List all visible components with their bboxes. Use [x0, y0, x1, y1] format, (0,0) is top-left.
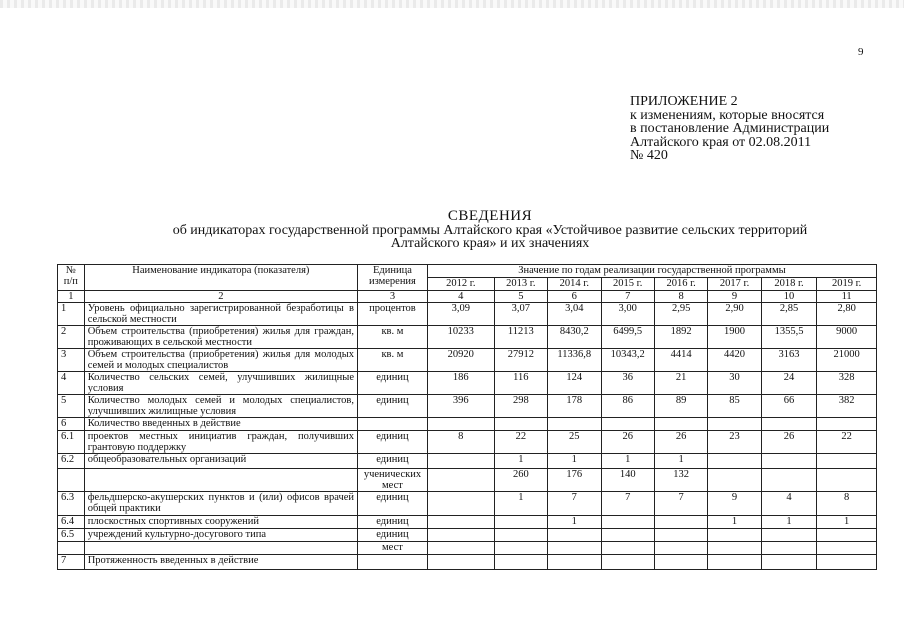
row-number: 5	[58, 395, 85, 418]
indicator-name: Объем строительства (приобретения) жилья для граждан, проживающих в сельской местности	[84, 326, 357, 349]
page-number: 9	[858, 46, 864, 58]
value-cell: 140	[601, 469, 654, 492]
value-cell	[817, 542, 877, 555]
value-cell: 1	[494, 454, 547, 469]
row-number: 2	[58, 326, 85, 349]
col-number: 7	[601, 291, 654, 303]
row-number	[58, 542, 85, 555]
value-cell	[494, 555, 547, 570]
year-2013: 2013 г.	[494, 278, 547, 291]
col-number: 5	[494, 291, 547, 303]
table-row	[58, 542, 877, 555]
value-cell	[548, 529, 601, 542]
value-cell: 3,04	[548, 303, 601, 326]
row-number: 6.4	[58, 516, 85, 529]
value-cell: 4414	[654, 349, 707, 372]
indicator-name: Количество введенных в действие	[84, 418, 357, 431]
value-cell: 328	[817, 372, 877, 395]
header-unit: Единица измерения	[358, 265, 428, 291]
value-cell	[427, 492, 494, 516]
value-cell: 3,09	[427, 303, 494, 326]
row-number: 1	[58, 303, 85, 326]
value-cell	[548, 542, 601, 555]
indicator-name	[84, 542, 357, 555]
value-cell: 8430,2	[548, 326, 601, 349]
value-cell	[817, 529, 877, 542]
header-row-top	[58, 265, 877, 278]
indicator-name: Уровень официально зарегистрированной безработицы в сельской местности	[84, 303, 357, 326]
row-number	[58, 469, 85, 492]
value-cell: 178	[548, 395, 601, 418]
unit-cell: единиц	[358, 492, 428, 516]
col-number: 9	[708, 291, 761, 303]
value-cell: 116	[494, 372, 547, 395]
unit-cell	[358, 555, 428, 570]
document-title	[40, 210, 904, 251]
table-row	[58, 349, 877, 372]
year-2019: 2019 г.	[817, 278, 877, 291]
value-cell: 24	[761, 372, 816, 395]
value-cell	[708, 418, 761, 431]
value-cell: 25	[548, 431, 601, 454]
value-cell: 260	[494, 469, 547, 492]
table-row	[58, 372, 877, 395]
table-row	[58, 516, 877, 529]
value-cell	[817, 454, 877, 469]
value-cell: 1	[654, 454, 707, 469]
year-2012: 2012 г.	[427, 278, 494, 291]
year-2015: 2015 г.	[601, 278, 654, 291]
value-cell	[494, 418, 547, 431]
col-number: 3	[358, 291, 428, 303]
value-cell: 3163	[761, 349, 816, 372]
value-cell: 7	[548, 492, 601, 516]
value-cell: 10343,2	[601, 349, 654, 372]
value-cell	[494, 542, 547, 555]
indicator-name: проектов местных инициатив граждан, получивших грантовую поддержку	[84, 431, 357, 454]
unit-cell: кв. м	[358, 349, 428, 372]
value-cell	[761, 542, 816, 555]
indicator-name: учреждений культурно-досугового типа	[84, 529, 357, 542]
value-cell: 1	[494, 492, 547, 516]
value-cell: 8	[817, 492, 877, 516]
value-cell: 22	[817, 431, 877, 454]
value-cell	[708, 542, 761, 555]
value-cell: 20920	[427, 349, 494, 372]
value-cell	[427, 469, 494, 492]
value-cell: 21000	[817, 349, 877, 372]
appendix-block	[630, 95, 829, 163]
col-number: 6	[548, 291, 601, 303]
value-cell: 4420	[708, 349, 761, 372]
value-cell: 124	[548, 372, 601, 395]
value-cell: 1	[817, 516, 877, 529]
table-row	[58, 431, 877, 454]
unit-cell: мест	[358, 542, 428, 555]
value-cell: 10233	[427, 326, 494, 349]
title-line-1: об индикаторах государственной программы Алтайского края «Устойчивое развитие сельских территорий	[172, 222, 808, 238]
title-line-2: Алтайского края» и их значениях	[390, 236, 590, 251]
value-cell	[817, 469, 877, 492]
unit-cell: единиц	[358, 516, 428, 529]
value-cell: 2,80	[817, 303, 877, 326]
indicator-name: фельдшерско-акушерских пунктов и (или) офисов врачей общей практики	[84, 492, 357, 516]
value-cell	[654, 555, 707, 570]
value-cell: 186	[427, 372, 494, 395]
value-cell	[427, 542, 494, 555]
indicator-name	[84, 469, 357, 492]
col-number: 8	[654, 291, 707, 303]
year-2018: 2018 г.	[761, 278, 816, 291]
value-cell	[427, 529, 494, 542]
column-numbers-row	[58, 291, 877, 303]
value-cell: 3,00	[601, 303, 654, 326]
value-cell	[601, 516, 654, 529]
value-cell: 3,07	[494, 303, 547, 326]
unit-cell: единиц	[358, 372, 428, 395]
title-heading: СВЕДЕНИЯ	[447, 208, 533, 224]
unit-cell: единиц	[358, 395, 428, 418]
value-cell	[761, 529, 816, 542]
value-cell	[761, 555, 816, 570]
value-cell: 298	[494, 395, 547, 418]
value-cell: 9	[708, 492, 761, 516]
value-cell	[548, 418, 601, 431]
value-cell	[654, 542, 707, 555]
value-cell	[548, 555, 601, 570]
col-number: 4	[427, 291, 494, 303]
appendix-line-3: в постановление Администрации	[630, 121, 830, 136]
value-cell: 7	[654, 492, 707, 516]
value-cell: 11213	[494, 326, 547, 349]
value-cell: 1900	[708, 326, 761, 349]
value-cell	[494, 516, 547, 529]
indicators-table-body	[58, 265, 877, 570]
table-row	[58, 555, 877, 570]
value-cell: 1892	[654, 326, 707, 349]
value-cell: 6499,5	[601, 326, 654, 349]
value-cell: 396	[427, 395, 494, 418]
value-cell: 1	[601, 454, 654, 469]
value-cell: 1	[708, 516, 761, 529]
value-cell	[427, 555, 494, 570]
value-cell	[708, 529, 761, 542]
value-cell	[654, 418, 707, 431]
value-cell	[427, 516, 494, 529]
value-cell: 21	[654, 372, 707, 395]
value-cell: 2,85	[761, 303, 816, 326]
unit-cell: единиц	[358, 529, 428, 542]
value-cell: 85	[708, 395, 761, 418]
value-cell	[494, 529, 547, 542]
table-row	[58, 492, 877, 516]
row-number: 6.3	[58, 492, 85, 516]
value-cell	[817, 418, 877, 431]
value-cell: 1	[548, 516, 601, 529]
header-values: Значение по годам реализации государственной программы	[427, 265, 876, 278]
value-cell	[708, 469, 761, 492]
unit-cell: процентов	[358, 303, 428, 326]
table-row	[58, 418, 877, 431]
value-cell	[654, 516, 707, 529]
value-cell	[427, 418, 494, 431]
col-number: 1	[58, 291, 85, 303]
value-cell: 30	[708, 372, 761, 395]
table-row	[58, 303, 877, 326]
indicator-name: Протяженность введенных в действие	[84, 555, 357, 570]
appendix-line-2: к изменениям, которые вносятся	[630, 107, 825, 123]
col-number: 10	[761, 291, 816, 303]
year-2016: 2016 г.	[654, 278, 707, 291]
table-row	[58, 469, 877, 492]
value-cell	[601, 555, 654, 570]
indicator-name: Количество сельских семей, улучшивших жилищные условия	[84, 372, 357, 395]
year-2017: 2017 г.	[708, 278, 761, 291]
value-cell	[654, 529, 707, 542]
value-cell	[761, 418, 816, 431]
value-cell	[601, 542, 654, 555]
appendix-line-4: Алтайского края от 02.08.2011	[630, 134, 812, 150]
value-cell: 26	[601, 431, 654, 454]
row-number: 3	[58, 349, 85, 372]
indicator-name: общеобразовательных организаций	[84, 454, 357, 469]
table-row	[58, 395, 877, 418]
value-cell: 86	[601, 395, 654, 418]
value-cell: 7	[601, 492, 654, 516]
value-cell	[601, 418, 654, 431]
value-cell: 2,95	[654, 303, 707, 326]
value-cell: 23	[708, 431, 761, 454]
value-cell: 2,90	[708, 303, 761, 326]
value-cell	[427, 454, 494, 469]
row-number: 4	[58, 372, 85, 395]
header-num: № п/п	[58, 265, 85, 291]
unit-cell: единиц	[358, 454, 428, 469]
value-cell: 66	[761, 395, 816, 418]
year-2014: 2014 г.	[548, 278, 601, 291]
col-number: 11	[817, 291, 877, 303]
value-cell: 382	[817, 395, 877, 418]
value-cell	[817, 555, 877, 570]
value-cell: 22	[494, 431, 547, 454]
value-cell: 26	[654, 431, 707, 454]
row-number: 6.1	[58, 431, 85, 454]
indicator-name: Количество молодых семей и молодых специалистов, улучшивших жилищные условия	[84, 395, 357, 418]
row-number: 6.5	[58, 529, 85, 542]
row-number: 6.2	[58, 454, 85, 469]
value-cell	[761, 454, 816, 469]
value-cell: 1355,5	[761, 326, 816, 349]
value-cell: 89	[654, 395, 707, 418]
row-number: 7	[58, 555, 85, 570]
col-number: 2	[84, 291, 357, 303]
value-cell: 8	[427, 431, 494, 454]
value-cell: 9000	[817, 326, 877, 349]
value-cell	[761, 469, 816, 492]
header-name: Наименование индикатора (показателя)	[84, 265, 357, 291]
value-cell: 1	[548, 454, 601, 469]
appendix-line-1: ПРИЛОЖЕНИЕ 2	[630, 94, 738, 109]
scan-edge-artifact	[0, 0, 904, 8]
table-row	[58, 326, 877, 349]
appendix-line-5: № 420	[630, 148, 668, 163]
value-cell	[708, 454, 761, 469]
value-cell	[601, 529, 654, 542]
unit-cell	[358, 418, 428, 431]
unit-cell: единиц	[358, 431, 428, 454]
value-cell: 176	[548, 469, 601, 492]
indicator-name: плоскостных спортивных сооружений	[84, 516, 357, 529]
value-cell: 1	[761, 516, 816, 529]
indicators-table	[57, 264, 877, 570]
value-cell: 36	[601, 372, 654, 395]
table-row	[58, 529, 877, 542]
value-cell: 132	[654, 469, 707, 492]
unit-cell: кв. м	[358, 326, 428, 349]
value-cell	[708, 555, 761, 570]
value-cell: 11336,8	[548, 349, 601, 372]
value-cell: 26	[761, 431, 816, 454]
value-cell: 4	[761, 492, 816, 516]
unit-cell: ученических мест	[358, 469, 428, 492]
row-number: 6	[58, 418, 85, 431]
table-row	[58, 454, 877, 469]
value-cell: 27912	[494, 349, 547, 372]
indicator-name: Объем строительства (приобретения) жилья для молодых семей и молодых специалистов	[84, 349, 357, 372]
